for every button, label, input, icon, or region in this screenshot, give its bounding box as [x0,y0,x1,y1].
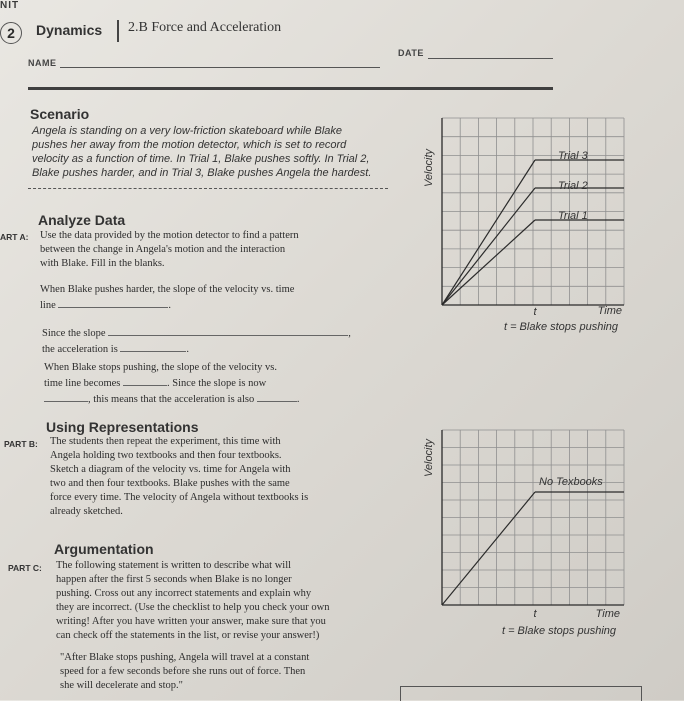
quote-line: "After Blake stops pushing, Angela will travel at a constant [60,652,310,663]
argumentation-line: happen after the first 5 seconds when Blake is no longer [56,574,292,585]
quote-line: she will decelerate and stop." [60,680,183,691]
analyze-title: Analyze Data [38,212,126,228]
header-rule [28,87,553,90]
chapter-title: Dynamics [36,22,103,38]
q1-blank[interactable] [58,297,168,308]
header-divider [117,20,119,42]
y-axis-label: Velocity [423,438,435,478]
representations-line: The students then repeat the experiment, this time with [50,436,281,447]
trial-2-label: Trial 2 [558,180,588,192]
trial-2-ramp [442,188,535,305]
part-c-label: PART C: [8,563,42,573]
argumentation-text [56,559,396,643]
q2-blank-1[interactable] [108,325,348,336]
q3-text: , this means that the acceleration is also [88,394,255,405]
q3-line: When Blake stops pushing, the slope of the velocity vs. [44,362,278,373]
argumentation-line: writing! After you have written your answer, make sure that you [56,616,326,627]
grid [442,430,624,605]
scenario-line: velocity as a function of time. In Trial 1, Blake pushes softly. In Trial 2, [32,153,370,165]
name-field[interactable] [60,67,380,68]
representations-line: Sketch a diagram of the velocity vs. time for Angela with [50,464,291,475]
representations-line: force every time. The velocity of Angela without textbooks is [50,492,309,503]
x-axis-label: Time [597,305,622,317]
t-marker: t [533,608,537,620]
graph-1-trials [410,110,640,342]
q1-line: When Blake pushes harder, the slope of the velocity vs. time [40,284,295,295]
no-textbooks-label: No Texbooks [539,476,603,488]
quote-line: speed for a few seconds before she runs out of force. Then [60,666,306,677]
representations-title: Using Representations [46,419,199,435]
part-a-label: ART A: [0,232,29,242]
argumentation-line: pushing. Cross out any incorrect statements and explain why [56,588,312,599]
t-marker: t [533,306,537,318]
q2-text: Since the slope [42,328,106,339]
representations-text [50,435,380,519]
analyze-line: between the change in Angela's motion and the interaction [40,244,286,255]
grid [442,118,624,305]
q3-blank-1[interactable] [123,375,167,386]
question-3: When Blake stops pushing, the slope of the velocity vs. time line becomes . Since the slope is now , this means that the acceleration is also . [44,361,374,407]
q1-line: line [40,300,56,311]
scenario-line: Blake pushes harder, and in Trial 3, Blake pushes Angela the hardest. [32,167,372,179]
argumentation-line: they are incorrect. (Use the checklist to help you check your own [56,602,330,613]
date-field[interactable] [428,58,553,59]
trial-3-label: Trial 3 [558,150,588,162]
part-b-label: PART B: [4,439,38,449]
scenario-title: Scenario [30,106,90,122]
question-1: When Blake pushes harder, the slope of the velocity vs. time line . [40,283,370,313]
q3-blank-2[interactable] [44,391,88,402]
no-textbooks-ramp [442,492,535,605]
unit-label: NIT [0,0,20,11]
analyze-line: Use the data provided by the motion detector to find a pattern [40,230,299,241]
graph-2-caption: t = Blake stops pushing [501,625,616,637]
representations-line: two and then four textbooks. Blake pushes with the same [50,478,290,489]
q3-blank-3[interactable] [257,391,297,402]
statement-quote [60,651,400,693]
representations-line: already sketched. [50,506,123,517]
trial-1-label: Trial 1 [558,210,588,222]
analyze-line: with Blake. Fill in the blanks. [40,258,165,269]
scenario-line: Angela is standing on a very low-friction skateboard while Blake [32,125,342,137]
unit-number-badge: 2 [0,22,22,44]
q2-blank-2[interactable] [120,341,186,352]
name-label: NAME [28,58,57,68]
date-label: DATE [398,48,424,58]
q3-text: time line becomes [44,378,121,389]
answer-box[interactable] [400,686,642,701]
y-axis-label: Velocity [423,148,435,188]
graph-2-textbooks [410,420,640,642]
scenario-text [32,124,412,180]
argumentation-title: Argumentation [54,541,154,557]
scenario-line: pushes her away from the motion detector, which is set to record [32,139,347,151]
scenario-divider [28,188,388,189]
section-subtitle: 2.B Force and Acceleration [128,20,282,35]
argumentation-line: The following statement is written to describe what will [56,560,292,571]
x-axis-label: Time [595,608,620,620]
question-2: Since the slope , the acceleration is . [42,325,372,357]
graph-1-caption: t = Blake stops pushing [503,321,618,333]
analyze-text [40,229,370,271]
q3-text: . Since the slope is now [167,378,267,389]
q2-text: the acceleration is [42,344,118,355]
argumentation-line: can check off the statements in the list, or revise your answer!) [56,630,320,641]
representations-line: Angela holding two textbooks and then four textbooks. [50,450,282,461]
